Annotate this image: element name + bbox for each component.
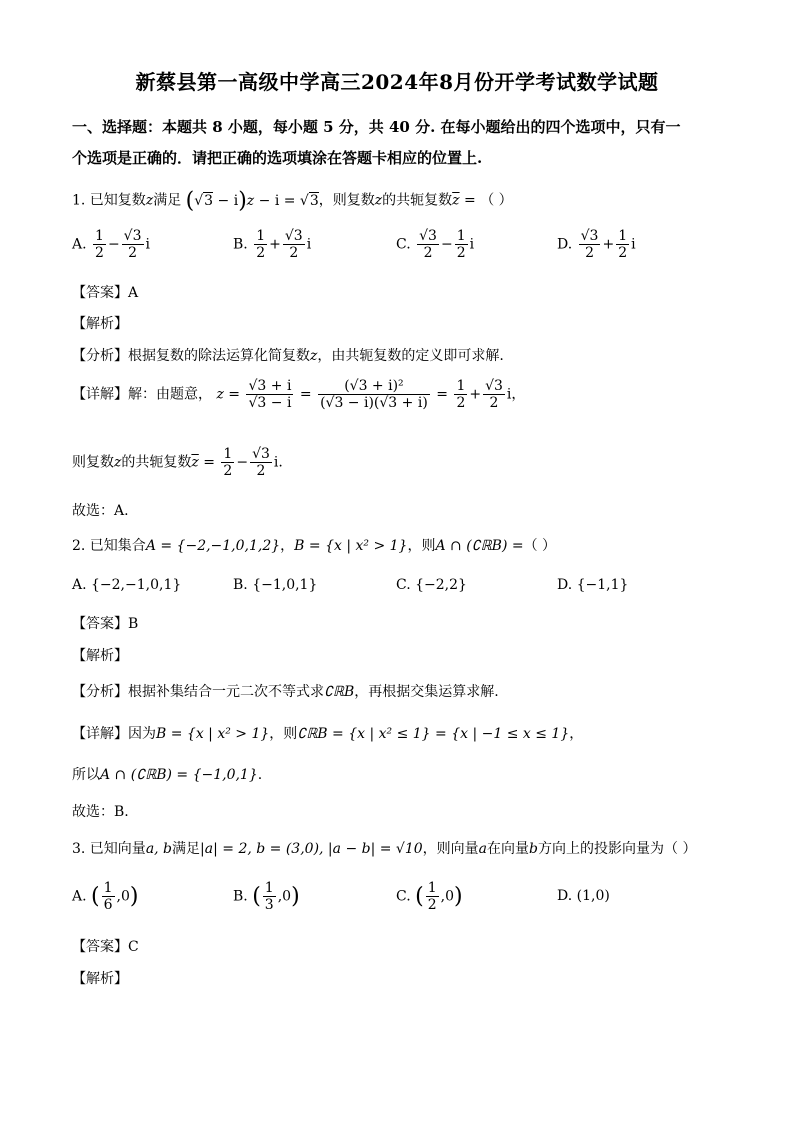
q2-conclusion: 所以A ∩ (∁ℝB) = {−1,0,1}. — [72, 767, 263, 783]
q1-detail: 【详解】解：由题意， z = $\frac{√3 + i}{√3 - i}$ = $\frac{\text{(√3 + i)²}}{(√3 - i)(√3 + i)}$ = $\frac{1}{2}$ + $\frac{√3}{2}$ i， — [72, 378, 526, 411]
q3-analysis-label: 【解析】 — [72, 971, 128, 987]
section-instructions-line2: 个选项是正确的．请把正确的选项填涂在答题卡相应的位置上. — [72, 149, 483, 167]
q3-option-c[interactable]: C. ( $\frac{1}{2}$ ,0) — [396, 880, 463, 913]
q2-option-b[interactable]: B. {−1,0,1} — [233, 577, 318, 593]
q3-option-b[interactable]: B. ( $\frac{1}{3}$ ,0) — [233, 880, 300, 913]
q2-fenxi: 【分析】根据补集结合一元二次不等式求∁ℝB，再根据交集运算求解. — [72, 684, 499, 700]
q2-stem: 2. 已知集合A = {−2,−1,0,1,2}，B = {x | x² > 1}，则A ∩ (∁ℝB) =（ ） — [72, 538, 557, 554]
q2-answer: 【答案】B — [72, 616, 139, 632]
page-title: 新蔡县第一高级中学高三2024年8月份开学考试数学试题 — [135, 70, 659, 94]
section-instructions-line1: 一、选择题：本题共 8 小题，每小题 5 分，共 40 分. 在每小题给出的四个选项中，只有一 — [72, 118, 681, 136]
q1-fenxi: 【分析】根据复数的除法运算化简复数z，由共轭复数的定义即可求解. — [72, 348, 504, 364]
q2-option-d[interactable]: D. {−1,1} — [557, 577, 629, 593]
q3-option-d[interactable]: D. (1,0) — [557, 888, 610, 904]
q1-analysis-label: 【解析】 — [72, 316, 128, 332]
q1-conjugate: 则复数z的共轭复数$\overline{z}$ = $\frac{1}{2}$ − $\frac{√3}{2}$ i. — [72, 446, 283, 479]
q1-option-c[interactable]: C. $\frac{√3}{2}$ − $\frac{1}{2}$ i — [396, 228, 475, 261]
q2-option-a[interactable]: A. {−2,−1,0,1} — [72, 577, 182, 593]
q2-analysis-label: 【解析】 — [72, 648, 128, 664]
q1-option-b[interactable]: B. $\frac{1}{2}$ + $\frac{√3}{2}$ i — [233, 228, 312, 261]
q2-option-c[interactable]: C. {−2,2} — [396, 577, 467, 593]
q3-stem: 3. 已知向量a, b满足|a| = 2, b = (3,0), |a − b| = √10，则向量a在向量b方向上的投影向量为（ ） — [72, 841, 697, 857]
q3-option-a[interactable]: A. ( $\frac{1}{6}$ ,0) — [72, 880, 139, 913]
q1-option-d[interactable]: D. $\frac{√3}{2}$ + $\frac{1}{2}$ i — [557, 228, 636, 261]
q2-detail: 【详解】因为B = {x | x² > 1}，则∁ℝB = {x | x² ≤ 1} = {x | −1 ≤ x ≤ 1}， — [72, 726, 584, 742]
q1-stem: 1. 已知复数z满足 (√3 − i)z − i = √3，则复数z的共轭复数$\overline{z}$ = （ ） — [72, 188, 513, 213]
q3-answer: 【答案】C — [72, 939, 139, 955]
q1-answer: 【答案】A — [72, 285, 139, 301]
q1-option-a[interactable]: A. $\frac{1}{2}$ − $\frac{√3}{2}$ i — [72, 228, 150, 261]
q2-choose: 故选：B. — [72, 804, 129, 820]
q1-choose: 故选：A. — [72, 503, 129, 519]
